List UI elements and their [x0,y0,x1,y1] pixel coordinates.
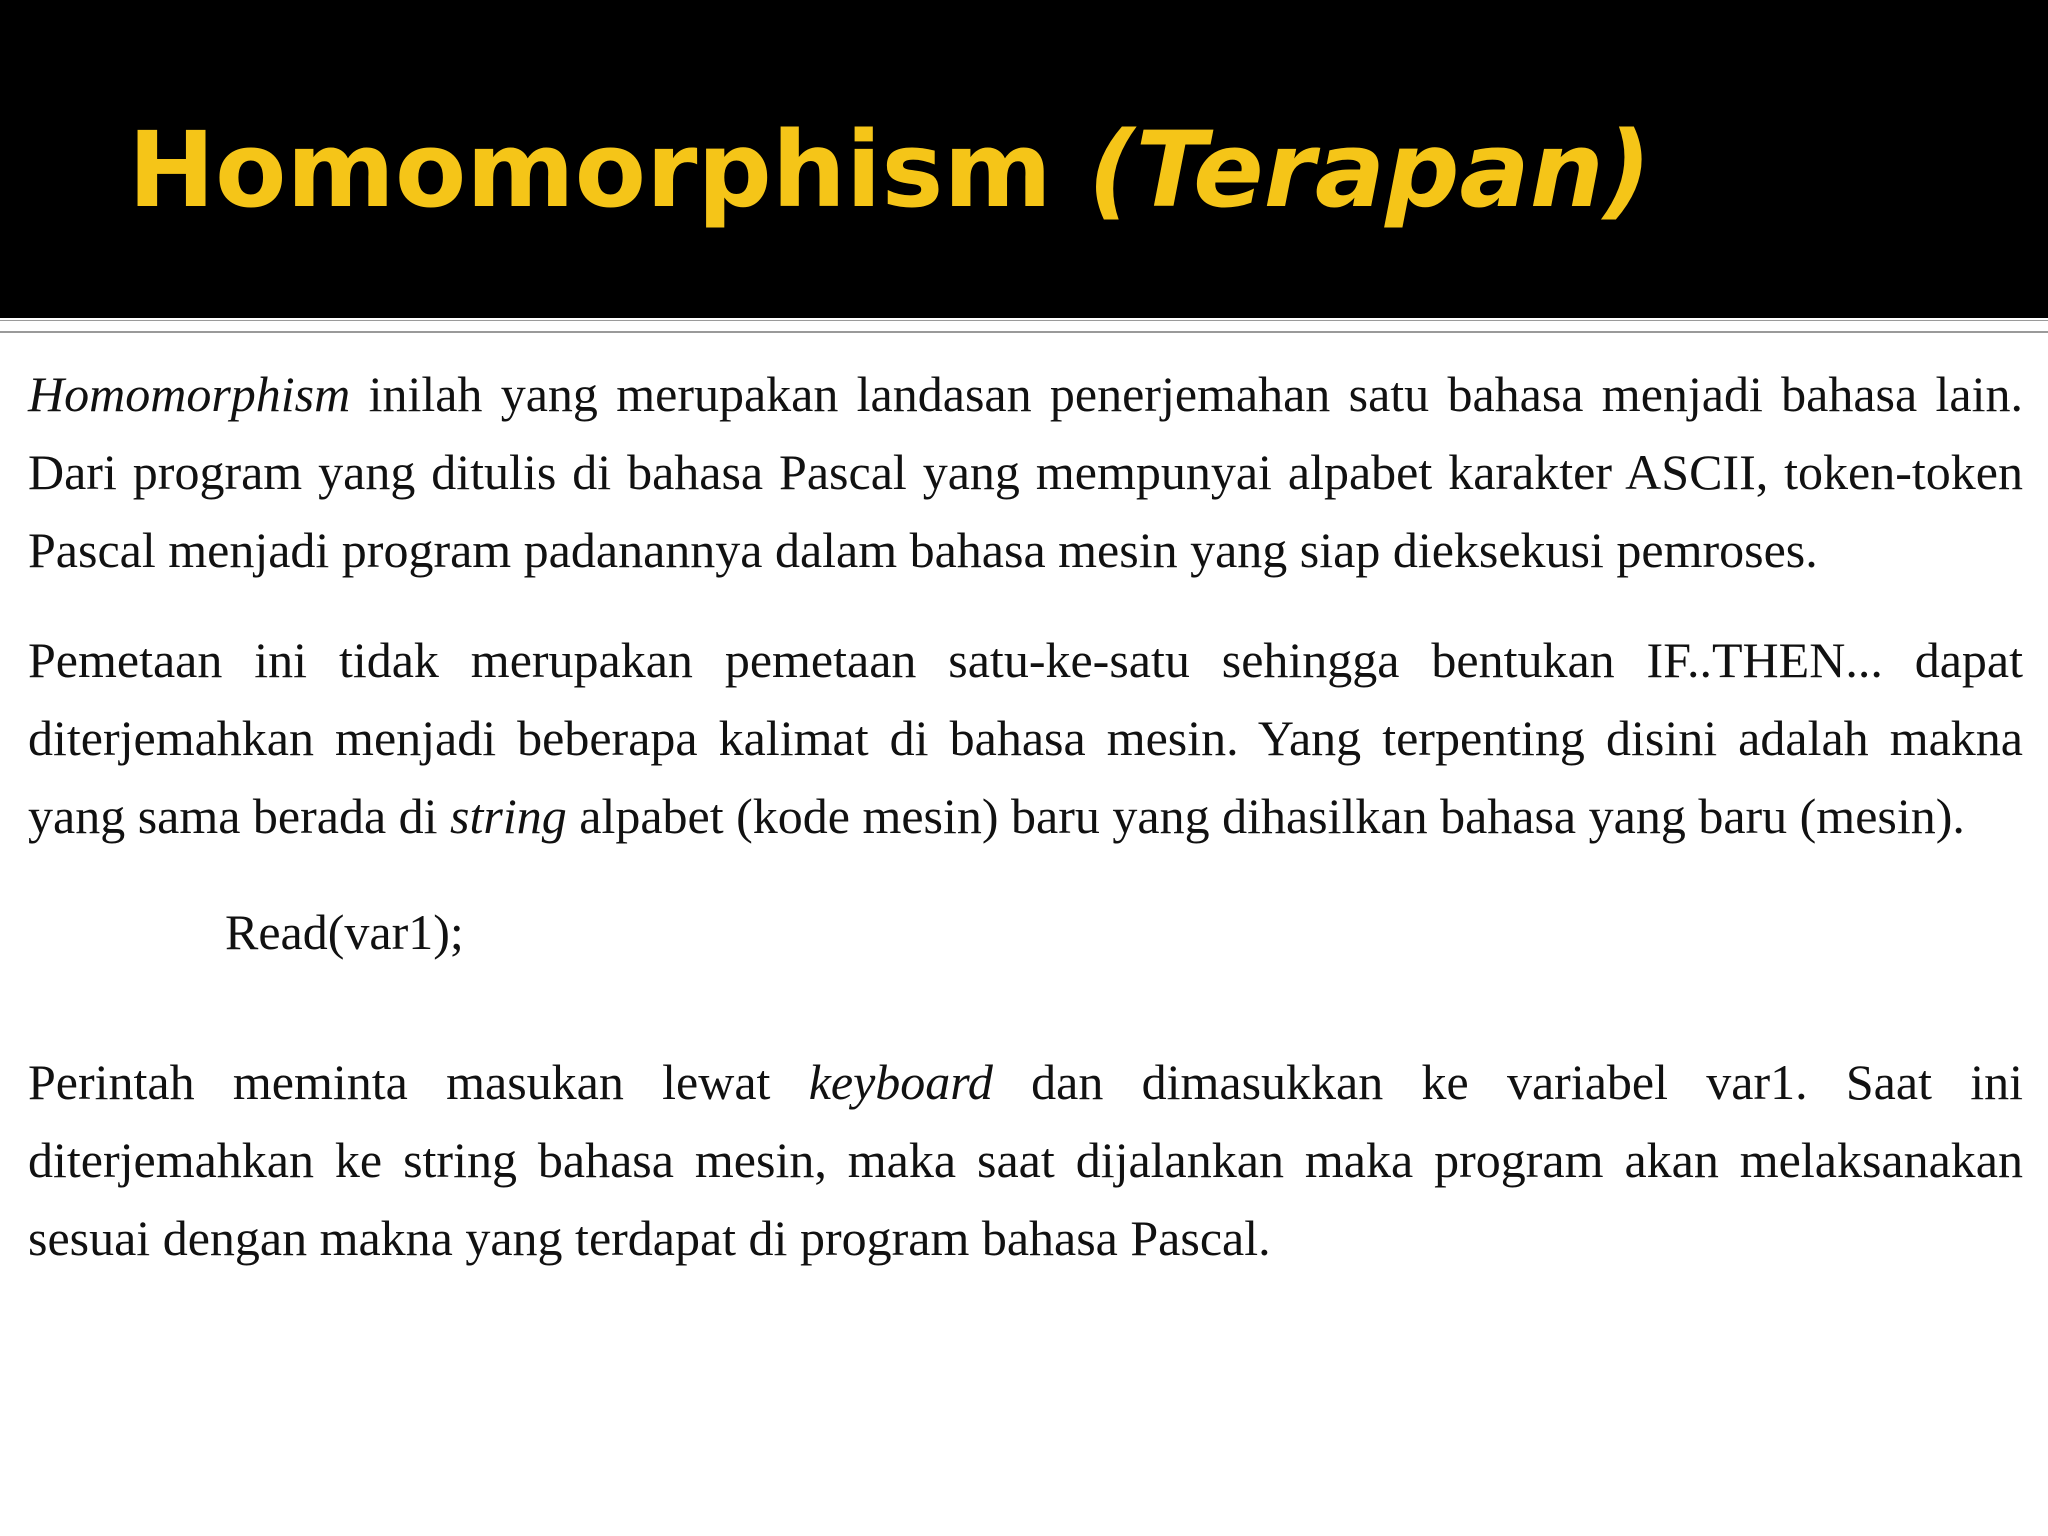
divider-line [0,320,2048,321]
paragraph-2 [28,621,2023,855]
divider-line [0,331,2048,333]
term-homomorphism: Homomorphism [28,366,351,422]
paragraph-3 [28,1043,2023,1277]
paragraph-3-text-a: Perintah meminta masukan lewat [28,1054,771,1110]
title-main: Homomorphism [128,109,1052,231]
paragraph-2-text-a: Pemetaan ini tidak merupakan pemetaan satu-ke-satu sehingga bentukan IF..THEN... dapat diterjemahkan menjadi beberapa kalimat di bahasa mesin. Yang terpenting disini adalah makna yang sama berada di [28,632,2023,844]
paragraph-1-text: inilah yang merupakan landasan penerjemahan satu bahasa menjadi bahasa lain. Dari program yang ditulis di bahasa Pascal yang mempunyai alpabet karakter ASCII, token-token Pascal menjadi program padanannya dalam bahasa mesin yang siap dieksekusi pemroses. [28,366,2023,578]
term-keyboard: keyboard [808,1054,993,1110]
paragraph-1 [28,355,2023,589]
paragraph-3-text-b: dan dimasukkan ke variabel var1. Saat ini diterjemahkan ke string bahasa mesin, maka saat dijalankan maka program akan melaksanakan sesuai dengan makna yang terdapat di program bahasa Pascal. [28,1054,2024,1266]
title-bar [0,0,2048,318]
term-string: string [450,788,567,844]
scanned-text-block [28,355,2023,1277]
slide-title [128,108,1651,233]
title-italic: (Terapan) [1088,109,1652,231]
paragraph-2-text-b: alpabet (kode mesin) baru yang dihasilkan bahasa yang baru (mesin). [579,788,1965,844]
code-example: Read(var1); [225,904,464,960]
